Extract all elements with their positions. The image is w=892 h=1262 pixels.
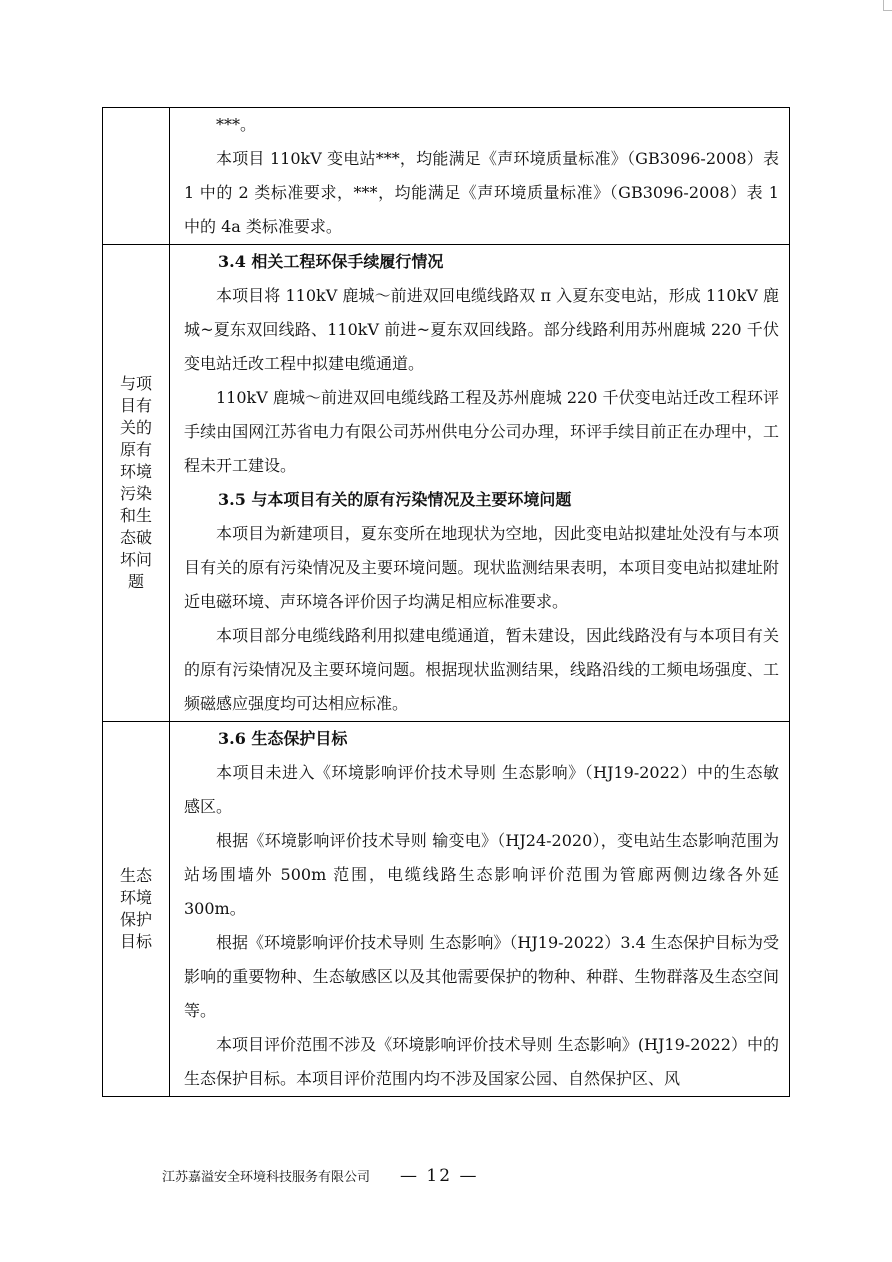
section-heading: 3.4 相关工程环保手续履行情况 xyxy=(218,252,444,271)
row-content-cell xyxy=(170,108,790,245)
content-table xyxy=(102,107,790,1097)
section-heading: 3.5 与本项目有关的原有污染情况及主要环境问题 xyxy=(218,490,572,509)
row-content-cell xyxy=(170,245,790,722)
paragraph: 本项目未进入《环境影响评价技术导则 生态影响》（HJ19-2022）中的生态敏感区。 xyxy=(184,763,779,816)
table-row xyxy=(103,108,790,245)
paragraph: 本项目评价范围不涉及《环境影响评价技术导则 生态影响》(HJ19-2022）中的生态保护目标。本项目评价范围内均不涉及国家公园、自然保护区、风 xyxy=(184,1035,779,1088)
footer-company: 江苏嘉溢安全环境科技服务有限公司 xyxy=(162,1170,371,1185)
paragraph: 本项目为新建项目，夏东变所在地现状为空地，因此变电站拟建址处没有与本项目有关的原有污染情况及主要环境问题。现状监测结果表明，本项目变电站拟建址附近电磁环境、声环境各评价因子均满足相应标准要求。 xyxy=(184,524,779,611)
row-label-cell xyxy=(103,108,170,245)
page-number: — 12 — xyxy=(400,1166,479,1186)
row-label: 生态环境保护目标 xyxy=(119,866,152,951)
paragraph: 根据《环境影响评价技术导则 输变电》（HJ24-2020），变电站生态影响范围为站场围墙外 500m 范围，电缆线路生态影响评价范围为管廊两侧边缘各外延 300m。 xyxy=(184,831,779,918)
row-label-cell xyxy=(103,722,170,1097)
paragraph: 本项目将 110kV 鹿城～前进双回电缆线路双 π 入夏东变电站，形成 110kV 鹿城~夏东双回线路、110kV 前进~夏东双回线路。部分线路利用苏州鹿城 220 千伏变电站迁改工程中拟建电缆通道。 xyxy=(184,286,779,373)
row-content-cell xyxy=(170,722,790,1097)
paragraph: 110kV 鹿城～前进双回电缆线路工程及苏州鹿城 220 千伏变电站迁改工程环评手续由国网江苏省电力有限公司苏州供电分公司办理，环评手续目前正在办理中，工程未开工建设。 xyxy=(184,388,779,475)
table-row xyxy=(103,245,790,722)
section-heading: 3.6 生态保护目标 xyxy=(218,729,348,748)
row-label-cell xyxy=(103,245,170,722)
paragraph: 本项目 110kV 变电站***，均能满足《声环境质量标准》（GB3096-2008）表 1 中的 2 类标准要求，***，均能满足《声环境质量标准》（GB3096-2008）表 1 中的 4a 类标准要求。 xyxy=(184,149,779,236)
table-row xyxy=(103,722,790,1097)
row-label: 与项目有关的原有环境污染和生态破坏问题 xyxy=(119,374,152,591)
page-corner-mark xyxy=(883,0,892,11)
paragraph: 本项目部分电缆线路利用拟建电缆通道，暂未建设，因此线路没有与本项目有关的原有污染情况及主要环境问题。根据现状监测结果，线路沿线的工频电场强度、工频磁感应强度均可达相应标准。 xyxy=(184,626,779,713)
paragraph: ***。 xyxy=(216,115,257,134)
paragraph: 根据《环境影响评价技术导则 生态影响》（HJ19-2022）3.4 生态保护目标为受影响的重要物种、生态敏感区以及其他需要保护的物种、种群、生物群落及生态空间等。 xyxy=(184,933,779,1020)
